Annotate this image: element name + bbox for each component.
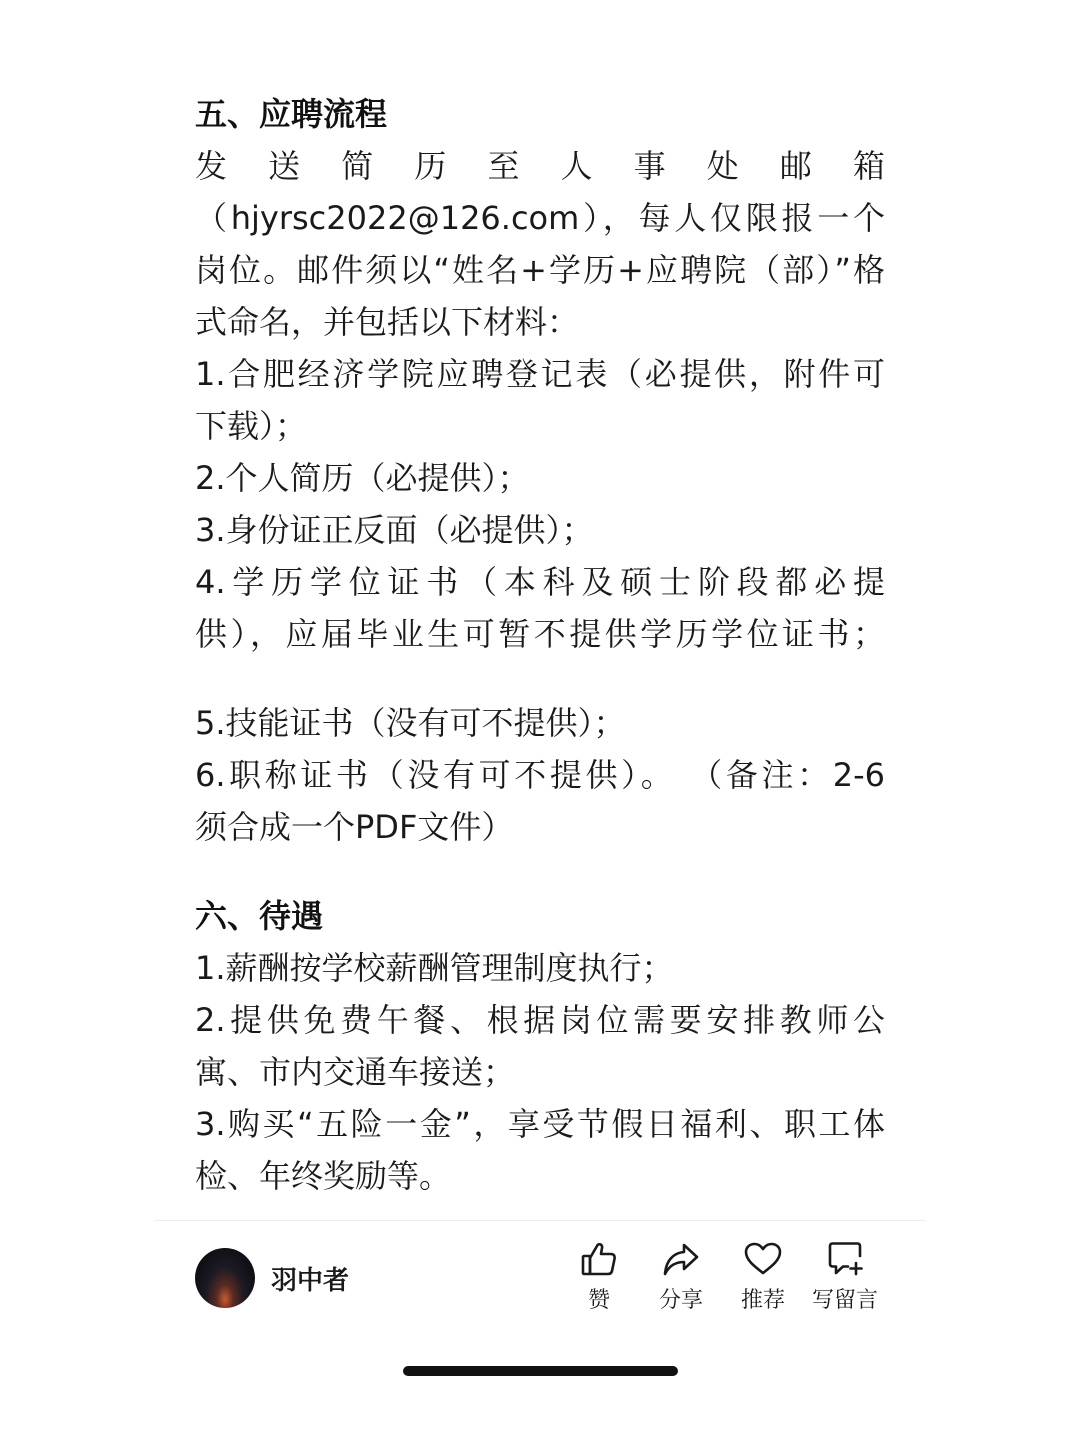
section-5-title: 五、应聘流程 [195, 95, 388, 133]
comment-label: 写留言 [811, 1288, 878, 1313]
section-6-line: 检、年终奖励等。 [195, 1157, 452, 1195]
like-label: 赞 [587, 1288, 610, 1313]
section-5-line: 供），应届毕业生可暂不提供学历学位证书； [195, 615, 885, 653]
section-5-line: 发送简历至人事处邮箱 [195, 147, 885, 185]
section-5-line: 下载）； [195, 407, 308, 445]
section-6-line: 2.提供免费午餐、根据岗位需要安排教师公 [195, 1001, 885, 1039]
footer-divider [155, 1220, 925, 1221]
section-5-line: 4.学历学位证书（本科及硕士阶段都必提 [195, 563, 885, 601]
section-5-line: （hjyrsc2022@126.com），每人仅限报一个 [195, 199, 885, 237]
section-5-line: 5.技能证书（没有可不提供）； [195, 704, 626, 742]
home-indicator[interactable] [403, 1366, 678, 1376]
comment-plus-icon [824, 1238, 866, 1280]
section-5-line: 岗位。邮件须以“姓名+学历+应聘院（部）”格 [195, 251, 885, 289]
section-5-line: 式命名，并包括以下材料： [195, 303, 580, 341]
share-button[interactable] [640, 1238, 722, 1314]
recommend-label: 推荐 [740, 1288, 785, 1313]
section-5-line: 2.个人简历（必提供）； [195, 459, 530, 497]
avatar[interactable] [195, 1248, 255, 1308]
article-body [195, 88, 885, 1202]
action-bar [558, 1238, 886, 1314]
section-6-line: 3.购买“五险一金”，享受节假日福利、职工体 [195, 1105, 885, 1143]
comment-button[interactable] [804, 1238, 886, 1314]
section-6-line: 寓、市内交通车接送； [195, 1053, 516, 1091]
share-arrow-icon [660, 1238, 702, 1280]
section-6-title: 六、待遇 [195, 897, 324, 935]
section-5-line: 须合成一个PDF文件） [195, 808, 514, 846]
author-name[interactable]: 羽中者 [271, 1265, 350, 1296]
section-6-line: 1.薪酬按学校薪酬管理制度执行； [195, 949, 674, 987]
thumbs-up-icon [578, 1238, 620, 1280]
section-5-line: 1.合肥经济学院应聘登记表（必提供，附件可 [195, 355, 885, 393]
recommend-button[interactable] [722, 1238, 804, 1314]
section-5-line: 3.身份证正反面（必提供）； [195, 511, 594, 549]
section-5-line: 6.职称证书（没有可不提供）。 （备注：2-6 [195, 756, 885, 794]
heart-icon [742, 1238, 784, 1280]
share-label: 分享 [658, 1288, 703, 1313]
like-button[interactable] [558, 1238, 640, 1314]
author-info[interactable] [195, 1248, 349, 1308]
